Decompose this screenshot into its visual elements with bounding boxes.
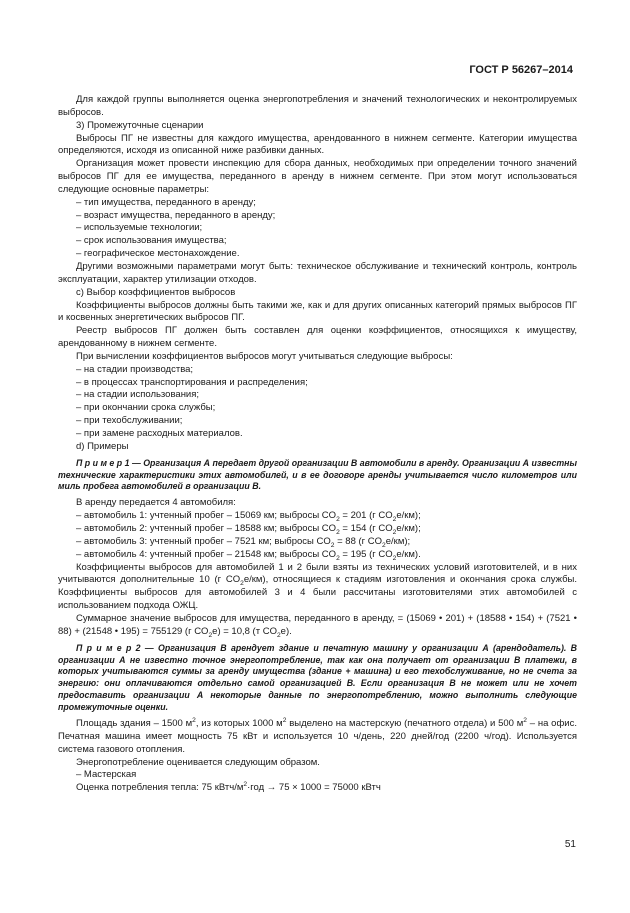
paragraph: Выбросы ПГ не известны для каждого имущества, арендованного в нижнем сегменте. Категории имущества определяются, исходя из описанной ниже разбивки данных.	[58, 132, 577, 157]
document-id: ГОСТ Р 56267–2014	[469, 64, 573, 76]
paragraph: – Мастерская	[76, 769, 137, 781]
paragraph: При вычислении коэффициентов выбросов могут учитываться следующие выбросы:	[76, 350, 453, 362]
paragraph: – на стадии производства;	[76, 363, 194, 375]
paragraph: Суммарное значение выбросов для имущества, переданного в аренду, = (15069 • 201) + (18588 • 154) + (7521 • 88) + (21548 • 195) = 755129 (г $CO_2e) = 10,8$ (т $CO_2e$).	[58, 612, 577, 639]
paragraph: Реестр выбросов ПГ должен быть составлен для оценки коэффициентов, относящихся к имуществу, арендованному в нижнем сегменте.	[58, 325, 577, 350]
paragraph: – срок использования имущества;	[76, 235, 227, 247]
paragraph: Организация может провести инспекцию для сбора данных, необходимых при определении точного значений выбросов ПГ для ее имущества, переданного в аренду в нижнем сегменте. При этом могут использоваться следующие основные параметры:	[58, 158, 577, 195]
paragraph: – при техобслуживании;	[76, 415, 183, 427]
paragraph: 3) Промежуточные сценарии	[76, 119, 204, 131]
paragraph: – автомобиль 1: учтенный пробег – 15069 км; выбросы $CO_2 = 201$ (г $CO_2e/км$);	[76, 510, 421, 524]
paragraph: – возраст имущества, переданного в аренду;	[76, 209, 276, 221]
example-paragraph: П р и м е р 2 — Организация В арендует здание и печатную машину у организации А (арендодатель). В организации А не известно точное энергопотребление, так как она получает от организации В платежи, в которых учитываются суммы за аренду имущества (здание + машина) и его техобслуживание, но не счета за энергию: они оплачиваются отдельно самой организацией В. Если организация В не может или не хочет предоставить организации А некоторые данные по энергопотреблению, можно выполнить следующие промежуточные оценки.	[58, 642, 577, 713]
paragraph: В аренду передается 4 автомобиля:	[76, 497, 236, 509]
paragraph: – в процессах транспортирования и распределения;	[76, 376, 308, 388]
paragraph: d) Примеры	[76, 440, 129, 452]
paragraph: – автомобиль 2: учтенный пробег – 18588 км; выбросы $CO_2 = 154$ (г $CO_2e/км$);	[76, 523, 421, 536]
paragraph: Коэффициенты выбросов для автомобилей 1 и 2 были взяты из технических условий изготовителей, и в них учитываются дополнительные 10 (г $CO_2e/км$), относящиеся к стадиям изготовления и окончания срока службы. Коэффициенты выбросов для автомобилей 3 и 4 были рассчитаны изготовителями этих автомобилей с использованием подхода ОЖЦ.	[58, 561, 577, 612]
paragraph: Энергопотребление оценивается следующим образом.	[76, 756, 320, 768]
paragraph: Для каждой группы выполняется оценка энергопотребления и значений технологических и неконтролируемых выбросов.	[58, 94, 577, 118]
paragraph: Другими возможными параметрами могут быть: техническое обслуживание и технический контроль, контроль эксплуатации, характер утилизации отходов.	[58, 260, 577, 285]
paragraph: – тип имущества, переданного в аренду;	[76, 196, 256, 208]
paragraph: – географическое местонахождение.	[76, 248, 240, 260]
paragraph: – на стадии использования;	[76, 389, 200, 401]
paragraph: – автомобиль 3: учтенный пробег – 7521 км; выбросы $CO_2 = 88$ (г $CO_2e/км$);	[76, 535, 411, 549]
paragraph: Площадь здания – 1500 $м^2$, из которых 1000 $м^2$ выделено на мастерскую (печатного отдела) и 500 $м^2$ – на офис. Печатная машина имеет мощность 75 кВт и используется 10 ч/день, 220 дней/год (2200 ч/год). Используется система газового отопления.	[58, 716, 577, 755]
paragraph: – при замене расходных материалов.	[76, 427, 243, 439]
paragraph: – при окончании срока службы;	[76, 402, 216, 414]
paragraph: – используемые технологии;	[76, 222, 203, 234]
paragraph: – автомобиль 4: учтенный пробег – 21548 км; выбросы $CO_2 = 195$ (г $CO_2e/км$).	[76, 548, 421, 562]
paragraph: Коэффициенты выбросов должны быть такими же, как и для других описанных категорий прямых выбросов ПГ и косвенных энергетических выбросов ПГ.	[58, 299, 577, 324]
page-number: 51	[564, 839, 576, 850]
document-body	[58, 94, 577, 795]
paragraph: с) Выбор коэффициентов выбросов	[76, 286, 236, 298]
example-paragraph: П р и м е р 1 — Организация А передает другой организации В автомобили в аренду. Организации А известны технические характеристики этих автомобилей, и в ее договоре аренды учитывается число километров или миль пробега автомобилей в организации В.	[58, 457, 577, 492]
paragraph: Оценка потребления тепла: 75 кВтч/$м^2\cdot год \to 75 \times 1000 = 75000$ кВтч	[76, 781, 381, 794]
